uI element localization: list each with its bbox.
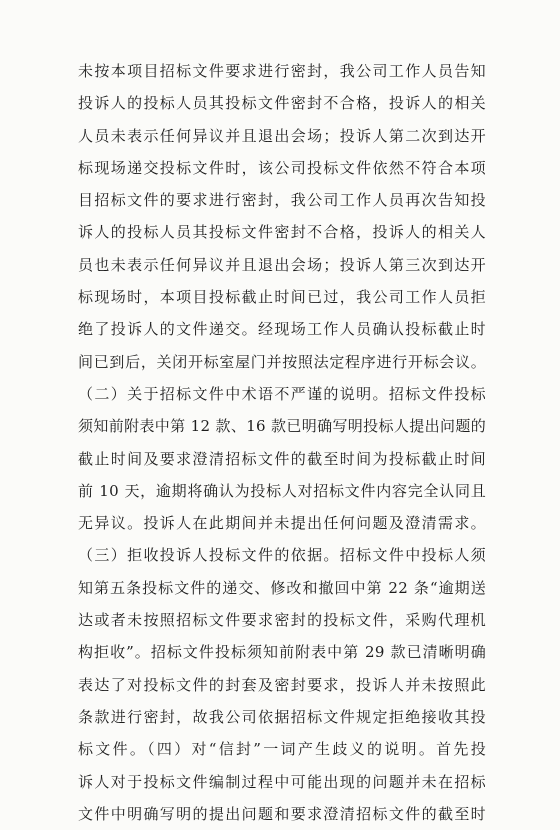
text-line: （三）拒收投诉人投标文件的依据。招标文件中投标人须 [78, 546, 486, 565]
text-line: 知第五条投标文件的递交、修改和撤回中第 22 条“逾期送 [78, 578, 486, 597]
text-line: 诉人对于投标文件编制过程中可能出现的问题并未在招标 [78, 772, 486, 791]
text-line: 绝了投诉人的文件递交。经现场工作人员确认投标截止时 [78, 320, 486, 339]
text-line: 文件中明确写明的提出问题和要求澄清招标文件的截至时 [78, 804, 486, 823]
text-line: 员也未表示任何异议并且退出会场；投诉人第三次到达开 [78, 255, 486, 274]
text-line: 投诉人的投标人员其投标文件密封不合格，投诉人的相关 [78, 94, 486, 113]
text-line: 截止时间及要求澄清招标文件的截至时间为投标截止时间 [78, 449, 486, 468]
text-line: 诉人的投标人员其投标文件密封不合格，投诉人的相关人 [78, 223, 486, 242]
text-line: 前 10 天，逾期将确认为投标人对招标文件内容完全认同且 [78, 481, 486, 500]
text-line: （二）关于招标文件中术语不严谨的说明。招标文件投标 [78, 384, 486, 403]
text-line: 条款进行密封，故我公司依据招标文件规定拒绝接收其投 [78, 707, 486, 726]
text-line: 达或者未按照招标文件要求密封的投标文件，采购代理机 [78, 611, 486, 630]
text-line: 目招标文件的要求进行密封，我公司工作人员再次告知投 [78, 191, 486, 210]
text-line: 间已到后，关闭开标室屋门并按照法定程序进行开标会议。 [78, 352, 486, 371]
text-line: 无异议。投诉人在此期间并未提出任何问题及澄清需求。 [78, 514, 486, 533]
text-line: 标文件。（四）对“信封”一词产生歧义的说明。首先投 [78, 740, 486, 759]
text-line: 表达了对投标文件的封套及密封要求，投诉人并未按照此 [78, 675, 486, 694]
text-line: 标现场时，本项目投标截止时间已过，我公司工作人员拒 [78, 288, 486, 307]
text-line: 须知前附表中第 12 款、16 款已明确写明投标人提出问题的 [78, 417, 486, 436]
text-line: 未按本项目招标文件要求进行密封，我公司工作人员告知 [78, 62, 486, 80]
text-line: 标现场递交投标文件时，该公司投标文件依然不符合本项 [78, 158, 486, 177]
text-line: 构拒收”。招标文件投标须知前附表中第 29 款已清晰明确 [78, 643, 486, 662]
text-line: 人员未表示任何异议并且退出会场；投诉人第二次到达开 [78, 126, 486, 145]
